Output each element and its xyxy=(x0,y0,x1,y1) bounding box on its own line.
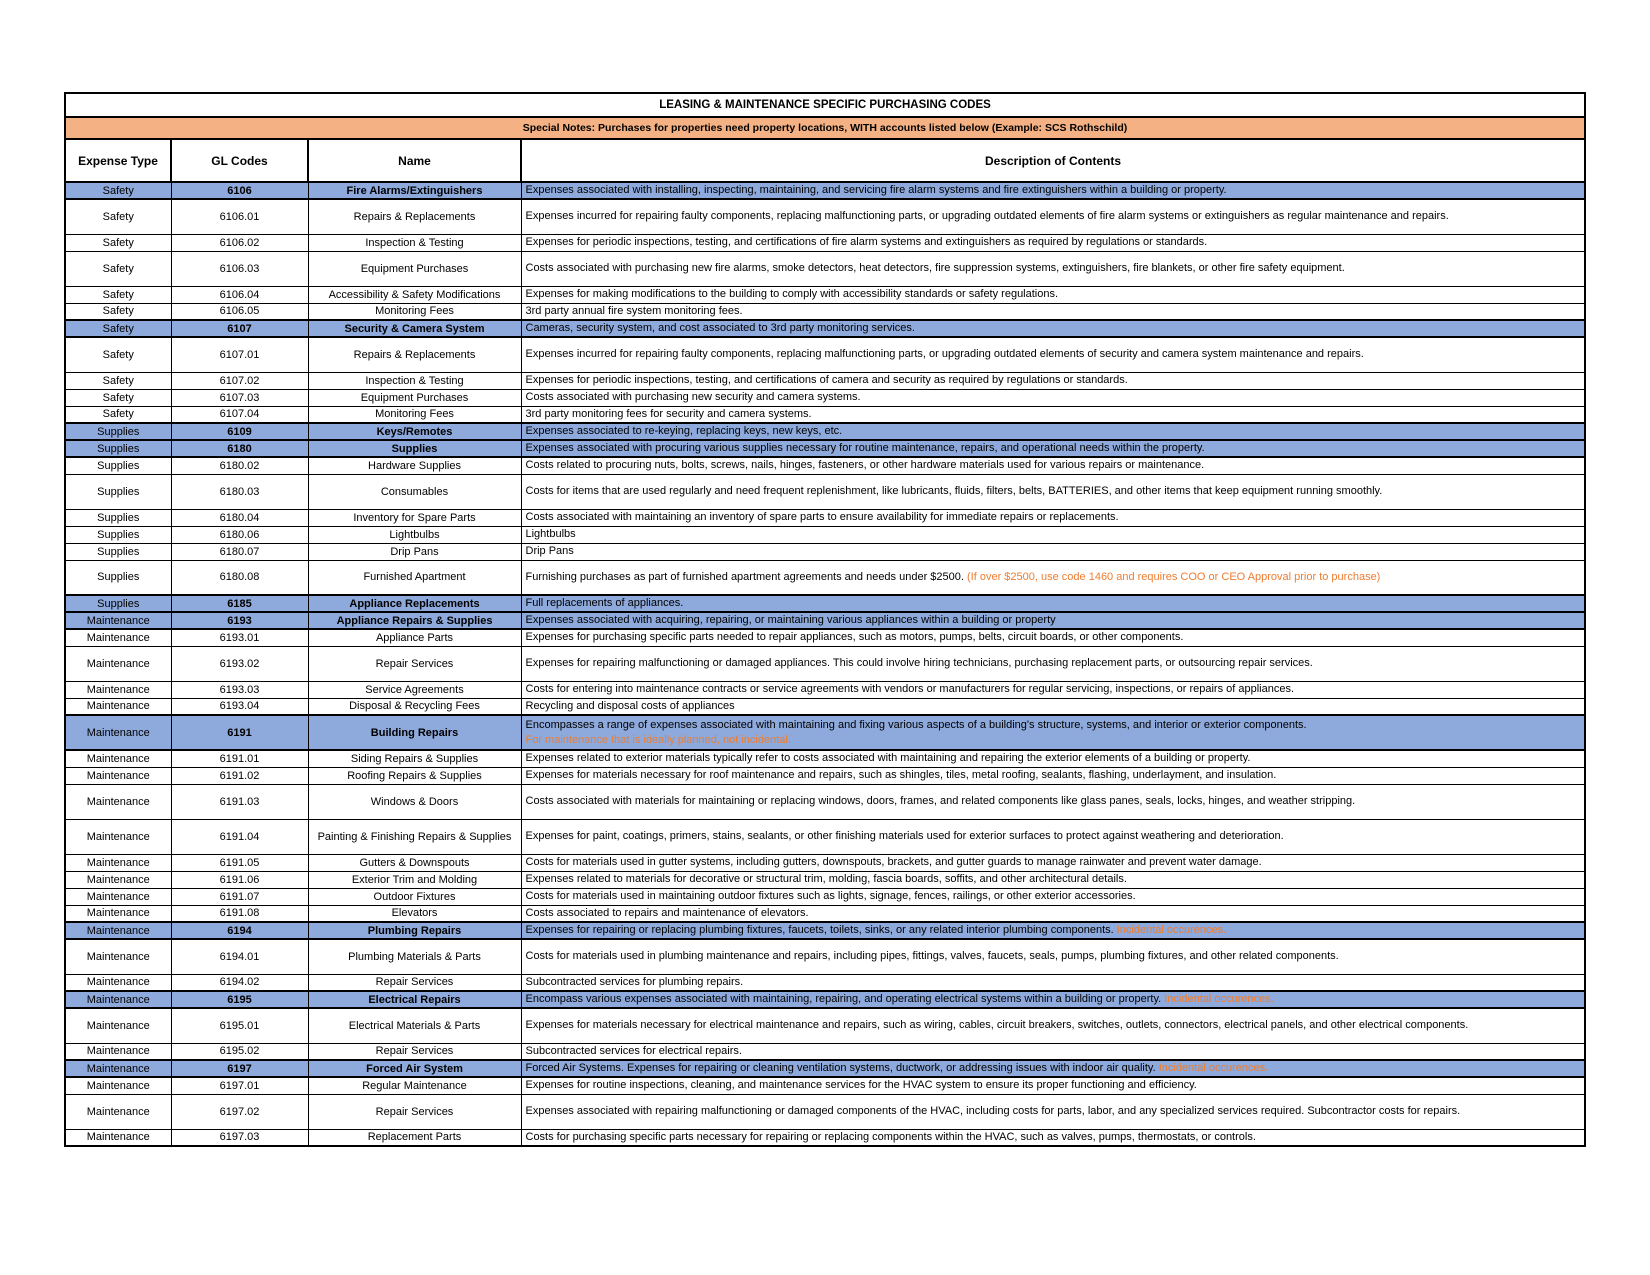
name-cell: Consumables xyxy=(308,474,521,509)
description-cell xyxy=(521,922,1585,939)
table-row xyxy=(65,1008,1585,1043)
description-cell xyxy=(521,871,1585,888)
description-cell xyxy=(521,406,1585,423)
table-row xyxy=(65,251,1585,286)
description-cell xyxy=(521,750,1585,767)
expense-type-cell: Maintenance xyxy=(65,819,171,854)
gl-code-cell: 6107 xyxy=(171,320,308,337)
gl-code-cell: 6194 xyxy=(171,922,308,939)
description-cell xyxy=(521,457,1585,474)
expense-type-cell: Supplies xyxy=(65,560,171,595)
table-row xyxy=(65,681,1585,698)
gl-code-cell: 6191.06 xyxy=(171,871,308,888)
expense-type-cell: Safety xyxy=(65,286,171,303)
expense-type-cell: Maintenance xyxy=(65,1094,171,1129)
column-header-expense-type: Expense Type xyxy=(65,139,171,182)
description-cell xyxy=(521,440,1585,457)
expense-type-cell: Maintenance xyxy=(65,715,171,750)
column-header-description: Description of Contents xyxy=(521,139,1585,182)
name-cell: Repairs & Replacements xyxy=(308,337,521,372)
expense-type-cell: Safety xyxy=(65,303,171,320)
gl-code-cell: 6180.07 xyxy=(171,543,308,560)
description-text: Expenses related to materials for decorative or structural trim, molding, fascia boards, soffits, and other architectural details. xyxy=(525,873,1127,886)
table-row xyxy=(65,199,1585,234)
description-text: Costs related to procuring nuts, bolts, screws, nails, hinges, fasteners, or other hardware materials used for various repairs or maintenance. xyxy=(525,459,1205,472)
description-cell xyxy=(521,698,1585,715)
description-text: Encompasses a range of expenses associated with maintaining and fixing various aspects of a building's structure, systems, and interior or exterior components. xyxy=(525,718,1307,731)
expense-type-cell: Safety xyxy=(65,199,171,234)
purchasing-codes-table xyxy=(64,92,1586,1147)
name-cell: Elevators xyxy=(308,905,521,922)
description-text: Costs associated with maintaining an inventory of spare parts to ensure availability for immediate repairs or replacements. xyxy=(525,511,1119,524)
expense-type-cell: Supplies xyxy=(65,440,171,457)
table-row xyxy=(65,560,1585,595)
expense-type-cell: Maintenance xyxy=(65,767,171,784)
name-cell: Keys/Remotes xyxy=(308,423,521,440)
table-title-row xyxy=(65,93,1585,117)
gl-code-cell: 6197.03 xyxy=(171,1129,308,1146)
table-row xyxy=(65,767,1585,784)
gl-code-cell: 6106.03 xyxy=(171,251,308,286)
description-text: Costs associated with purchasing new fire alarms, smoke detectors, heat detectors, fire suppression systems, extinguishers, fire blankets, or other fire safety equipment. xyxy=(525,262,1345,275)
table-row xyxy=(65,440,1585,457)
table-row xyxy=(65,1094,1585,1129)
description-cell xyxy=(521,646,1585,681)
name-cell: Repair Services xyxy=(308,974,521,991)
table-row xyxy=(65,646,1585,681)
description-text: Expenses related to exterior materials typically refer to costs associated with maintaining and repairing the exterior elements of a building or property. xyxy=(525,752,1251,765)
name-cell: Forced Air System xyxy=(308,1060,521,1077)
description-cell xyxy=(521,1094,1585,1129)
description-text: Expenses for paint, coatings, primers, stains, sealants, or other finishing materials used for exterior surfaces to protect against weathering and deterioration. xyxy=(525,830,1284,843)
expense-type-cell: Safety xyxy=(65,320,171,337)
name-cell: Fire Alarms/Extinguishers xyxy=(308,182,521,199)
expense-type-cell: Maintenance xyxy=(65,871,171,888)
description-accent-text: Incidental occurences. xyxy=(1158,1062,1269,1075)
description-text: Costs associated to repairs and maintenance of elevators. xyxy=(525,906,809,919)
description-text: Subcontracted services for electrical repairs. xyxy=(525,1044,742,1057)
name-cell: Disposal & Recycling Fees xyxy=(308,698,521,715)
expense-type-cell: Maintenance xyxy=(65,939,171,974)
gl-code-cell: 6107.04 xyxy=(171,406,308,423)
gl-code-cell: 6185 xyxy=(171,595,308,612)
name-cell: Plumbing Repairs xyxy=(308,922,521,939)
table-title: LEASING & MAINTENANCE SPECIFIC PURCHASING CODES xyxy=(65,93,1585,117)
name-cell: Drip Pans xyxy=(308,543,521,560)
gl-code-cell: 6193.02 xyxy=(171,646,308,681)
description-cell xyxy=(521,389,1585,406)
gl-code-cell: 6191.05 xyxy=(171,854,308,871)
table-row xyxy=(65,1077,1585,1094)
description-text: Forced Air Systems. Expenses for repairing or cleaning ventilation systems, ductwork, or addressing issues with indoor air quality. xyxy=(525,1062,1156,1075)
description-text: Expenses incurred for repairing faulty components, replacing malfunctioning parts, or upgrading outdated elements of security and camera system maintenance and repairs. xyxy=(525,348,1364,361)
description-text: Expenses associated with repairing malfunctioning or damaged components of the HVAC, including costs for parts, labor, and any specialized services required. Subcontractor costs for repairs. xyxy=(525,1105,1461,1118)
table-row xyxy=(65,905,1585,922)
name-cell: Painting & Finishing Repairs & Supplies xyxy=(308,819,521,854)
description-text: Expenses associated with installing, inspecting, maintaining, and servicing fire alarm systems and fire extinguishers within a building or property. xyxy=(525,184,1227,197)
gl-code-cell: 6194.01 xyxy=(171,939,308,974)
gl-code-cell: 6180.02 xyxy=(171,457,308,474)
expense-type-cell: Safety xyxy=(65,182,171,199)
name-cell: Service Agreements xyxy=(308,681,521,698)
description-cell xyxy=(521,560,1585,595)
description-cell xyxy=(521,595,1585,612)
description-cell xyxy=(521,199,1585,234)
expense-type-cell: Maintenance xyxy=(65,784,171,819)
description-text: Expenses associated with procuring various supplies necessary for routine maintenance, repairs, and operational needs within the property. xyxy=(525,442,1205,455)
gl-code-cell: 6180.06 xyxy=(171,526,308,543)
expense-type-cell: Supplies xyxy=(65,457,171,474)
expense-type-cell: Maintenance xyxy=(65,854,171,871)
table-row xyxy=(65,1060,1585,1077)
expense-type-cell: Maintenance xyxy=(65,1077,171,1094)
gl-code-cell: 6194.02 xyxy=(171,974,308,991)
gl-code-cell: 6191 xyxy=(171,715,308,750)
gl-code-cell: 6191.03 xyxy=(171,784,308,819)
description-text: Expenses for routine inspections, cleaning, and maintenance services for the HVAC system to ensure its proper functioning and efficiency. xyxy=(525,1079,1197,1092)
description-cell xyxy=(521,543,1585,560)
expense-type-cell: Maintenance xyxy=(65,974,171,991)
description-cell xyxy=(521,888,1585,905)
name-cell: Appliance Repairs & Supplies xyxy=(308,612,521,629)
gl-code-cell: 6180 xyxy=(171,440,308,457)
table-body xyxy=(65,182,1585,1146)
expense-type-cell: Safety xyxy=(65,337,171,372)
gl-code-cell: 6106 xyxy=(171,182,308,199)
description-text: Expenses for repairing malfunctioning or damaged appliances. This could involve hiring technicians, purchasing replacement parts, or outsourcing repair services. xyxy=(525,657,1313,670)
special-notes-row xyxy=(65,117,1585,139)
table-row xyxy=(65,922,1585,939)
table-row xyxy=(65,715,1585,750)
gl-code-cell: 6191.01 xyxy=(171,750,308,767)
table-row xyxy=(65,871,1585,888)
description-cell xyxy=(521,974,1585,991)
description-text: Cameras, security system, and cost associated to 3rd party monitoring services. xyxy=(525,322,915,335)
special-notes-text: Special Notes: Purchases for properties need property locations, WITH accounts listed below (Example: SCS Rothschild) xyxy=(65,117,1585,139)
description-cell xyxy=(521,423,1585,440)
description-text: Drip Pans xyxy=(525,545,574,558)
expense-type-cell: Safety xyxy=(65,251,171,286)
expense-type-cell: Maintenance xyxy=(65,1060,171,1077)
expense-type-cell: Supplies xyxy=(65,595,171,612)
gl-code-cell: 6180.04 xyxy=(171,509,308,526)
description-text: Costs for entering into maintenance contracts or service agreements with vendors or manufacturers for regular servicing, inspections, or repairs of appliances. xyxy=(525,683,1295,696)
table-row xyxy=(65,974,1585,991)
description-cell xyxy=(521,1060,1585,1077)
name-cell: Replacement Parts xyxy=(308,1129,521,1146)
expense-type-cell: Maintenance xyxy=(65,629,171,646)
name-cell: Inspection & Testing xyxy=(308,234,521,251)
expense-type-cell: Supplies xyxy=(65,543,171,560)
description-cell xyxy=(521,474,1585,509)
expense-type-cell: Maintenance xyxy=(65,646,171,681)
gl-code-cell: 6107.02 xyxy=(171,372,308,389)
description-cell xyxy=(521,629,1585,646)
table-row xyxy=(65,423,1585,440)
table-row xyxy=(65,819,1585,854)
gl-code-cell: 6109 xyxy=(171,423,308,440)
name-cell: Furnished Apartment xyxy=(308,560,521,595)
table-row xyxy=(65,784,1585,819)
gl-code-cell: 6180.08 xyxy=(171,560,308,595)
gl-code-cell: 6193 xyxy=(171,612,308,629)
description-text: Expenses for periodic inspections, testing, and certifications of fire alarm systems and extinguishers as required by regulations or standards. xyxy=(525,236,1208,249)
description-text: Expenses for purchasing specific parts needed to repair appliances, such as motors, pumps, belts, circuit boards, or other components. xyxy=(525,631,1184,644)
table-row xyxy=(65,303,1585,320)
table-row xyxy=(65,320,1585,337)
description-cell xyxy=(521,337,1585,372)
description-cell xyxy=(521,234,1585,251)
description-cell xyxy=(521,1043,1585,1060)
expense-type-cell: Maintenance xyxy=(65,1043,171,1060)
name-cell: Monitoring Fees xyxy=(308,303,521,320)
expense-type-cell: Maintenance xyxy=(65,905,171,922)
description-cell xyxy=(521,612,1585,629)
expense-type-cell: Maintenance xyxy=(65,1129,171,1146)
column-header-gl-codes: GL Codes xyxy=(171,139,308,182)
description-cell xyxy=(521,819,1585,854)
description-cell xyxy=(521,509,1585,526)
description-text: Expenses for periodic inspections, testing, and certifications of camera and security as required by regulations or standards. xyxy=(525,374,1128,387)
name-cell: Security & Camera System xyxy=(308,320,521,337)
gl-code-cell: 6197.01 xyxy=(171,1077,308,1094)
expense-type-cell: Supplies xyxy=(65,423,171,440)
name-cell: Repair Services xyxy=(308,1094,521,1129)
gl-code-cell: 6191.08 xyxy=(171,905,308,922)
table-row xyxy=(65,595,1585,612)
expense-type-cell: Safety xyxy=(65,234,171,251)
description-cell xyxy=(521,1077,1585,1094)
description-cell xyxy=(521,681,1585,698)
description-cell xyxy=(521,767,1585,784)
expense-type-cell: Maintenance xyxy=(65,612,171,629)
gl-code-cell: 6107.03 xyxy=(171,389,308,406)
table-row xyxy=(65,509,1585,526)
expense-type-cell: Maintenance xyxy=(65,922,171,939)
name-cell: Appliance Replacements xyxy=(308,595,521,612)
description-accent-text: Incidental occurences. xyxy=(1116,924,1227,937)
name-cell: Hardware Supplies xyxy=(308,457,521,474)
name-cell: Repair Services xyxy=(308,646,521,681)
description-text: Costs for materials used in maintaining outdoor fixtures such as lights, signage, fences, railings, or other exterior accessories. xyxy=(525,890,1136,903)
spreadsheet-area xyxy=(64,92,1586,1147)
description-cell xyxy=(521,286,1585,303)
description-text: Expenses associated with acquiring, repairing, or maintaining various appliances within a building or property xyxy=(525,614,1056,627)
gl-code-cell: 6197 xyxy=(171,1060,308,1077)
description-text: Expenses incurred for repairing faulty components, replacing malfunctioning parts, or upgrading outdated elements of fire alarm systems or extinguishers as regular maintenance and repairs. xyxy=(525,210,1449,223)
description-text: Expenses for materials necessary for roof maintenance and repairs, such as shingles, tiles, metal roofing, sealants, flashing, underlayment, and insulation. xyxy=(525,769,1277,782)
table-row xyxy=(65,372,1585,389)
name-cell: Roofing Repairs & Supplies xyxy=(308,767,521,784)
name-cell: Supplies xyxy=(308,440,521,457)
name-cell: Lightbulbs xyxy=(308,526,521,543)
description-cell xyxy=(521,991,1585,1008)
description-text: Encompass various expenses associated with maintaining, repairing, and operating electrical systems within a building or property. xyxy=(525,993,1162,1006)
description-cell xyxy=(521,526,1585,543)
table-row xyxy=(65,612,1585,629)
description-accent-text: Incidental occurences. xyxy=(1164,993,1274,1006)
name-cell: Windows & Doors xyxy=(308,784,521,819)
gl-code-cell: 6191.07 xyxy=(171,888,308,905)
name-cell: Building Repairs xyxy=(308,715,521,750)
expense-type-cell: Supplies xyxy=(65,474,171,509)
name-cell: Electrical Materials & Parts xyxy=(308,1008,521,1043)
name-cell: Gutters & Downspouts xyxy=(308,854,521,871)
name-cell: Regular Maintenance xyxy=(308,1077,521,1094)
description-text: Full replacements of appliances. xyxy=(525,597,684,610)
description-cell xyxy=(521,784,1585,819)
table-row xyxy=(65,854,1585,871)
table-row xyxy=(65,629,1585,646)
table-row xyxy=(65,888,1585,905)
expense-type-cell: Safety xyxy=(65,406,171,423)
gl-code-cell: 6106.01 xyxy=(171,199,308,234)
description-text: Costs for purchasing specific parts necessary for repairing or replacing components within the HVAC, such as valves, pumps, thermostats, or controls. xyxy=(525,1130,1256,1143)
expense-type-cell: Safety xyxy=(65,389,171,406)
description-cell xyxy=(521,905,1585,922)
expense-type-cell: Maintenance xyxy=(65,1008,171,1043)
table-row xyxy=(65,286,1585,303)
table-row xyxy=(65,750,1585,767)
name-cell: Repairs & Replacements xyxy=(308,199,521,234)
description-text: Recycling and disposal costs of appliances xyxy=(525,699,735,712)
description-accent-text: For maintenance that is ideally planned, not incidental. xyxy=(525,733,791,746)
name-cell: Appliance Parts xyxy=(308,629,521,646)
description-cell xyxy=(521,182,1585,199)
gl-code-cell: 6106.05 xyxy=(171,303,308,320)
description-text: Costs for items that are used regularly and need frequent replenishment, like lubricants, fluids, filters, belts, BATTERIES, and other items that keep equipment running smoothly. xyxy=(525,485,1383,498)
description-text: Expenses for materials necessary for electrical maintenance and repairs, such as wiring, cables, circuit breakers, switches, outlets, connectors, electrical panels, and other electrical components. xyxy=(525,1019,1469,1032)
description-cell xyxy=(521,303,1585,320)
description-text: Lightbulbs xyxy=(525,528,576,541)
gl-code-cell: 6191.04 xyxy=(171,819,308,854)
table-row xyxy=(65,474,1585,509)
expense-type-cell: Maintenance xyxy=(65,888,171,905)
name-cell: Inspection & Testing xyxy=(308,372,521,389)
gl-code-cell: 6197.02 xyxy=(171,1094,308,1129)
table-row xyxy=(65,457,1585,474)
gl-code-cell: 6193.04 xyxy=(171,698,308,715)
name-cell: Siding Repairs & Supplies xyxy=(308,750,521,767)
name-cell: Accessibility & Safety Modifications xyxy=(308,286,521,303)
description-cell xyxy=(521,320,1585,337)
description-text: Subcontracted services for plumbing repairs. xyxy=(525,975,744,988)
table-row xyxy=(65,1129,1585,1146)
table-row xyxy=(65,337,1585,372)
gl-code-cell: 6180.03 xyxy=(171,474,308,509)
gl-code-cell: 6191.02 xyxy=(171,767,308,784)
column-header-row xyxy=(65,139,1585,182)
description-text: Expenses for repairing or replacing plumbing fixtures, faucets, toilets, sinks, or any related interior plumbing components. xyxy=(525,924,1114,937)
column-header-name: Name xyxy=(308,139,521,182)
table-row xyxy=(65,182,1585,199)
name-cell: Equipment Purchases xyxy=(308,251,521,286)
name-cell: Outdoor Fixtures xyxy=(308,888,521,905)
expense-type-cell: Supplies xyxy=(65,509,171,526)
description-text: Costs associated with purchasing new security and camera systems. xyxy=(525,391,861,404)
table-row xyxy=(65,1043,1585,1060)
table-row xyxy=(65,234,1585,251)
description-text: 3rd party annual fire system monitoring fees. xyxy=(525,304,743,317)
expense-type-cell: Maintenance xyxy=(65,698,171,715)
description-cell xyxy=(521,939,1585,974)
description-cell xyxy=(521,1129,1585,1146)
table-row xyxy=(65,991,1585,1008)
table-row xyxy=(65,526,1585,543)
description-text: Costs for materials used in plumbing maintenance and repairs, including pipes, fittings, valves, faucets, seals, pumps, plumbing fixtures, and other related components. xyxy=(525,950,1339,963)
description-cell xyxy=(521,1008,1585,1043)
description-accent-text: (If over $2500, use code 1460 and requires COO or CEO Approval prior to purchase) xyxy=(967,570,1381,583)
expense-type-cell: Maintenance xyxy=(65,750,171,767)
description-text: Expenses for making modifications to the building to comply with accessibility standards or safety regulations. xyxy=(525,288,1059,301)
gl-code-cell: 6195.02 xyxy=(171,1043,308,1060)
name-cell: Plumbing Materials & Parts xyxy=(308,939,521,974)
description-cell xyxy=(521,715,1585,750)
expense-type-cell: Maintenance xyxy=(65,681,171,698)
table-row xyxy=(65,543,1585,560)
gl-code-cell: 6195.01 xyxy=(171,1008,308,1043)
gl-code-cell: 6193.03 xyxy=(171,681,308,698)
description-text: Furnishing purchases as part of furnished apartment agreements and needs under $2500. xyxy=(525,570,964,583)
description-cell xyxy=(521,372,1585,389)
description-cell xyxy=(521,251,1585,286)
description-text: Costs associated with materials for maintaining or replacing windows, doors, frames, and related components like glass panes, seals, locks, hinges, and weather stripping. xyxy=(525,795,1356,808)
name-cell: Monitoring Fees xyxy=(308,406,521,423)
description-text: Costs for materials used in gutter systems, including gutters, downspouts, brackets, and gutter guards to manage rainwater and prevent water damage. xyxy=(525,856,1262,869)
table-row xyxy=(65,389,1585,406)
expense-type-cell: Maintenance xyxy=(65,991,171,1008)
table-row xyxy=(65,406,1585,423)
name-cell: Repair Services xyxy=(308,1043,521,1060)
table-row xyxy=(65,939,1585,974)
table-row xyxy=(65,698,1585,715)
description-text: Expenses associated to re-keying, replacing keys, new keys, etc. xyxy=(525,425,843,438)
gl-code-cell: 6106.04 xyxy=(171,286,308,303)
name-cell: Exterior Trim and Molding xyxy=(308,871,521,888)
name-cell: Electrical Repairs xyxy=(308,991,521,1008)
gl-code-cell: 6106.02 xyxy=(171,234,308,251)
gl-code-cell: 6193.01 xyxy=(171,629,308,646)
name-cell: Equipment Purchases xyxy=(308,389,521,406)
gl-code-cell: 6107.01 xyxy=(171,337,308,372)
description-cell xyxy=(521,854,1585,871)
gl-code-cell: 6195 xyxy=(171,991,308,1008)
expense-type-cell: Safety xyxy=(65,372,171,389)
expense-type-cell: Supplies xyxy=(65,526,171,543)
name-cell: Inventory for Spare Parts xyxy=(308,509,521,526)
description-text: 3rd party monitoring fees for security and camera systems. xyxy=(525,407,812,420)
